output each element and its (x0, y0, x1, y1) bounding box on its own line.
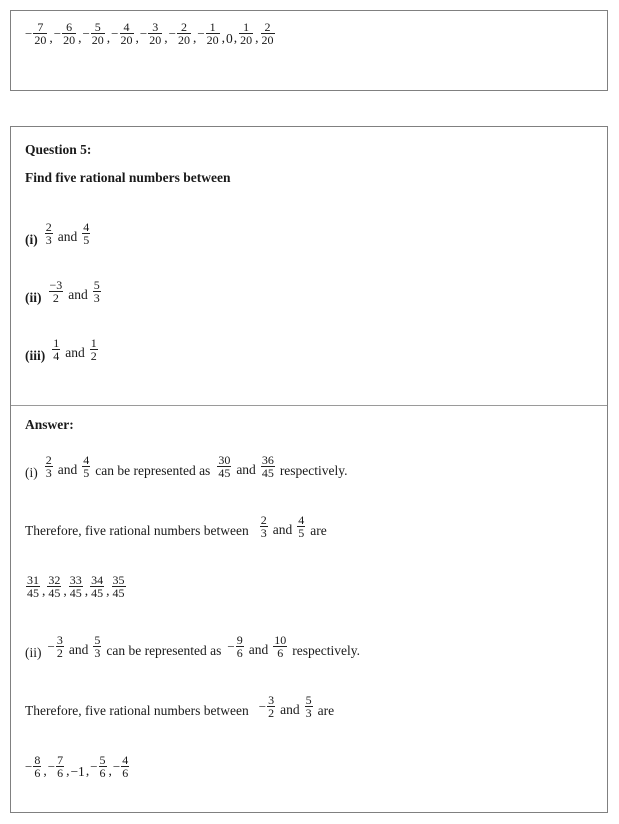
answer-part-ii-statement-math (25, 634, 360, 660)
answer-part-i-statement (25, 454, 348, 480)
math-term (82, 21, 105, 47)
math-term (70, 760, 85, 780)
math-term (238, 21, 254, 47)
fraction (90, 574, 104, 600)
fraction (82, 454, 90, 480)
fraction (93, 279, 101, 305)
fraction-numerator: 2 (45, 219, 52, 234)
minus-sign: − (82, 26, 90, 42)
fraction-denominator: 20 (63, 33, 76, 48)
answer-part-i-conclusion (25, 514, 327, 540)
fraction-denominator: 2 (56, 646, 63, 661)
fraction (177, 21, 191, 47)
answer-part-ii-results (25, 754, 130, 780)
fraction-denominator: 45 (48, 586, 61, 601)
fraction-denominator: 5 (83, 233, 90, 248)
fraction-numerator: 1 (243, 19, 250, 34)
fraction-numerator: 4 (83, 452, 90, 467)
item-marker: (ii) (25, 290, 42, 306)
answer-part-i-results (25, 574, 127, 600)
fraction-numerator: 1 (90, 335, 97, 350)
item-marker: (i) (25, 232, 38, 248)
math-term (92, 634, 102, 660)
list-separator: , (255, 30, 259, 46)
list-separator: , (49, 30, 53, 46)
fraction-numerator: 33 (69, 572, 82, 587)
math-term (48, 279, 65, 305)
fraction-denominator: 20 (206, 33, 219, 48)
fraction (121, 754, 129, 780)
fraction-numerator: 4 (123, 19, 130, 34)
fraction-numerator: 4 (122, 752, 129, 767)
previous-answer-sequence (25, 21, 276, 47)
list-separator: , (43, 763, 47, 779)
fraction (305, 694, 313, 720)
fraction-numerator: 1 (53, 335, 60, 350)
math-term (25, 21, 48, 47)
fraction (239, 21, 253, 47)
fraction-denominator: 20 (120, 33, 133, 48)
question-answer-panel (10, 126, 608, 813)
fraction-numerator: −3 (49, 277, 63, 292)
fraction-denominator: 6 (57, 766, 64, 781)
fraction-numerator: 34 (91, 572, 104, 587)
fraction-numerator: 9 (236, 632, 243, 647)
fraction (91, 21, 105, 47)
minus-sign: − (111, 26, 119, 42)
minus-sign: − (25, 759, 33, 775)
minus-sign: − (53, 26, 62, 42)
math-term (216, 454, 232, 480)
conjunction: and (68, 287, 88, 303)
fraction-denominator: 3 (45, 466, 52, 481)
list-separator: , (106, 583, 110, 599)
math-term (260, 21, 276, 47)
fraction-numerator: 3 (152, 19, 159, 34)
list-separator: , (78, 30, 82, 46)
question-item-ii-math (25, 279, 102, 305)
fraction-denominator: 2 (49, 291, 64, 305)
math-term (259, 694, 276, 720)
fraction-denominator: 4 (53, 349, 60, 364)
conjunction: and (248, 642, 269, 658)
math-term (111, 574, 127, 600)
fraction (267, 694, 275, 720)
list-separator: , (233, 30, 238, 46)
fraction-denominator: 3 (260, 526, 267, 541)
fraction-denominator: 6 (122, 766, 129, 781)
math-term (197, 21, 220, 47)
statement-tail-text: respectively. (279, 463, 348, 479)
fraction (260, 514, 268, 540)
math-term (111, 21, 134, 47)
conjunction: and (280, 702, 300, 718)
fraction-denominator: 45 (69, 586, 82, 601)
fraction-denominator: 20 (34, 33, 47, 48)
answer-part-i-results-math (25, 574, 127, 600)
conjunction: and (68, 642, 89, 658)
conclusion-lead-text: Therefore, five rational numbers between (25, 523, 249, 539)
math-term (51, 337, 61, 363)
fraction-numerator: 7 (37, 19, 44, 34)
fraction-numerator: 7 (57, 752, 64, 767)
conclusion-tail-text: are (317, 703, 335, 719)
fraction (236, 634, 244, 660)
fraction-denominator: 2 (268, 706, 275, 721)
fraction-numerator: 3 (56, 632, 63, 647)
list-separator: , (84, 583, 89, 599)
fraction-numerator: 35 (112, 572, 125, 587)
list-separator: , (135, 30, 139, 46)
minus-sign: − (139, 26, 148, 42)
fraction-numerator: 10 (274, 632, 287, 647)
fraction-numerator: 4 (298, 512, 305, 527)
statement-middle-text: can be represented as (95, 463, 211, 479)
fraction (82, 221, 90, 247)
fraction-numerator: 6 (66, 19, 73, 34)
fraction (56, 634, 64, 660)
fraction-denominator: 3 (93, 291, 100, 306)
list-separator: , (42, 583, 46, 599)
fraction-denominator: 5 (83, 466, 90, 481)
fraction-numerator: 2 (180, 19, 187, 34)
fraction (261, 21, 275, 47)
question-item-iii (25, 337, 99, 363)
minus-sign: − (90, 759, 98, 775)
minus-sign: − (168, 26, 176, 42)
fraction (93, 634, 101, 660)
minus-sign: − (47, 639, 55, 655)
fraction-denominator: 3 (305, 706, 312, 721)
fraction-numerator: 8 (34, 752, 41, 767)
item-marker: (iii) (25, 348, 46, 364)
conclusion-lead-text: Therefore, five rational numbers between (25, 703, 249, 719)
math-term (44, 454, 54, 480)
fraction (33, 754, 41, 780)
fraction-denominator: 20 (149, 33, 162, 48)
fraction-denominator: 6 (273, 646, 287, 660)
fraction (69, 574, 83, 600)
list-separator: , (192, 30, 197, 46)
fraction-numerator: 32 (48, 572, 61, 587)
math-term (81, 454, 91, 480)
question-section (11, 127, 607, 405)
minus-sign: − (47, 759, 56, 775)
item-marker: (i) (25, 465, 38, 481)
math-term (304, 694, 314, 720)
list-separator: , (63, 583, 67, 599)
conjunction: and (57, 229, 78, 245)
fraction-numerator: 5 (99, 752, 106, 767)
answer-part-i-conclusion-math (25, 514, 327, 540)
math-term (46, 574, 62, 600)
fraction-numerator: 2 (264, 19, 271, 34)
conjunction: and (272, 522, 293, 538)
math-term (48, 634, 65, 660)
math-term (226, 27, 233, 47)
fraction (49, 279, 64, 305)
answer-part-ii-statement (25, 634, 360, 660)
math-term (92, 279, 102, 305)
list-separator: , (108, 763, 112, 779)
conjunction: and (65, 345, 85, 361)
question-prompt: Find five rational numbers between (25, 170, 231, 185)
math-term (169, 21, 192, 47)
list-separator: , (164, 30, 168, 46)
answer-part-i-statement-math (25, 454, 348, 480)
conjunction: and (236, 462, 256, 478)
math-term (44, 221, 54, 247)
fraction (33, 21, 47, 47)
conjunction: and (57, 462, 78, 478)
math-term (89, 337, 99, 363)
fraction (99, 754, 107, 780)
fraction (45, 221, 53, 247)
math-term (81, 221, 91, 247)
math-term (25, 754, 42, 780)
fraction-denominator: 6 (99, 766, 106, 781)
fraction (56, 754, 64, 780)
list-separator: , (106, 30, 111, 46)
question-item-ii (25, 279, 102, 305)
fraction (62, 21, 76, 47)
math-term (54, 21, 77, 47)
fraction-numerator: 5 (305, 692, 312, 707)
fraction-denominator: 45 (218, 466, 231, 481)
minus-sign: − (197, 26, 205, 42)
answer-part-ii-conclusion-math (25, 694, 334, 720)
fraction-denominator: 45 (112, 586, 125, 601)
fraction-numerator: 36 (261, 452, 274, 467)
math-term (48, 754, 65, 780)
fraction-numerator: 5 (93, 277, 100, 292)
math-term (259, 514, 269, 540)
fraction-denominator: 3 (94, 646, 101, 661)
list-separator: , (221, 30, 226, 46)
minus-sign: − (25, 26, 33, 42)
fraction-numerator: 5 (94, 632, 101, 647)
fraction-denominator: 45 (91, 586, 104, 601)
fraction (90, 337, 98, 363)
fraction-denominator: 5 (298, 526, 305, 541)
statement-tail-text: respectively. (292, 643, 360, 659)
math-term (89, 574, 105, 600)
answer-section (11, 406, 607, 814)
fraction-sequence (25, 21, 276, 47)
question-item-iii-math (25, 337, 99, 363)
fraction-numerator: 30 (218, 452, 231, 467)
answer-heading: Answer: (25, 417, 74, 432)
fraction (206, 21, 220, 47)
answer-part-ii-conclusion (25, 694, 334, 720)
question-heading: Question 5: (25, 142, 92, 157)
whole-number: 0 (226, 31, 233, 47)
math-term (68, 574, 84, 600)
minus-sign: − (227, 639, 235, 655)
fraction-denominator: 20 (240, 33, 253, 48)
fraction-denominator: 2 (90, 349, 97, 364)
item-marker: (ii) (25, 645, 42, 661)
fraction (52, 337, 60, 363)
fraction-numerator: 3 (268, 692, 275, 707)
fraction (217, 454, 231, 480)
minus-sign: − (112, 759, 121, 775)
list-separator: , (66, 763, 70, 779)
fraction-denominator: 6 (34, 766, 41, 781)
math-term (296, 514, 306, 540)
fraction (120, 21, 134, 47)
statement-middle-text: can be represented as (106, 643, 222, 659)
fraction-numerator: 31 (27, 572, 39, 587)
fraction (112, 574, 126, 600)
fraction-denominator: 45 (261, 466, 274, 481)
fraction-denominator: 6 (236, 646, 243, 661)
fraction-denominator: 20 (177, 33, 190, 48)
fraction (273, 634, 287, 660)
fraction (47, 574, 61, 600)
list-separator: , (85, 763, 90, 779)
fraction-numerator: 2 (45, 452, 52, 467)
conclusion-tail-text: are (310, 523, 327, 539)
fraction (45, 454, 53, 480)
fraction (261, 454, 275, 480)
minus-sign: − (258, 699, 267, 715)
fraction (148, 21, 162, 47)
whole-number: −1 (70, 764, 85, 780)
math-term (25, 574, 41, 600)
question-item-i-math (25, 221, 91, 247)
math-term (227, 634, 244, 660)
fraction-numerator: 5 (94, 19, 101, 34)
math-term (272, 634, 288, 660)
math-term (260, 454, 276, 480)
fraction (26, 574, 40, 600)
fraction-numerator: 1 (209, 19, 216, 34)
math-term (90, 754, 107, 780)
fraction (297, 514, 305, 540)
fraction-denominator: 45 (27, 586, 39, 601)
answer-part-ii-results-math (25, 754, 130, 780)
fraction-numerator: 2 (260, 512, 267, 527)
question-item-i (25, 221, 91, 247)
previous-answer-panel (10, 10, 608, 91)
fraction-numerator: 4 (83, 219, 90, 234)
math-term (140, 21, 163, 47)
fraction-denominator: 20 (91, 33, 104, 48)
fraction-denominator: 3 (45, 233, 52, 248)
math-term (113, 754, 130, 780)
fraction-denominator: 20 (261, 33, 274, 48)
